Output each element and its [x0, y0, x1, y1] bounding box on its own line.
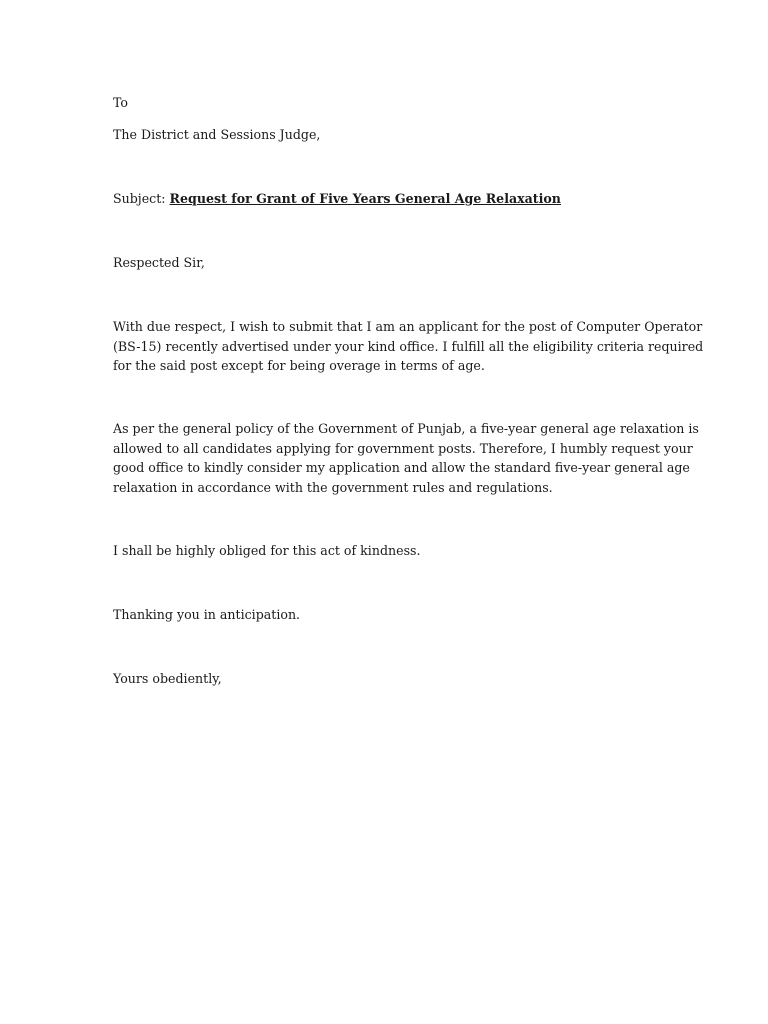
paragraph-line: relaxation in accordance with the government rules and regulations.	[113, 479, 553, 495]
closing: Yours obediently,	[113, 671, 222, 686]
paragraph-line: good office to kindly consider my application and allow the standard five-year general age	[113, 460, 690, 475]
paragraph-eligibility	[113, 317, 704, 376]
paragraph-line: for the said post except for being overage in terms of age.	[113, 358, 485, 373]
recipient-line: The District and Sessions Judge,	[113, 127, 321, 142]
salutation: Respected Sir,	[113, 255, 205, 270]
paragraph-line: allowed to all candidates applying for government posts. Therefore, I humbly request your	[113, 440, 693, 456]
subject-line	[113, 189, 561, 209]
subject-title: Request for Grant of Five Years General Age Relaxation	[169, 191, 561, 206]
paragraph-thanks: Thanking you in anticipation.	[113, 607, 301, 622]
paragraph-line: As per the general policy of the Government of Punjab, a five-year general age relaxation is	[113, 421, 699, 436]
to-line: To	[113, 95, 129, 110]
paragraph-line: With due respect, I wish to submit that I am an applicant for the post of Computer Operator	[113, 319, 703, 334]
paragraph-request	[113, 419, 699, 497]
paragraph-line: (BS-15) recently advertised under your kind office. I fulfill all the eligibility criteria required	[113, 338, 704, 354]
subject-label: Subject:	[113, 191, 170, 206]
paragraph-obliged: I shall be highly obliged for this act of kindness.	[113, 543, 421, 558]
